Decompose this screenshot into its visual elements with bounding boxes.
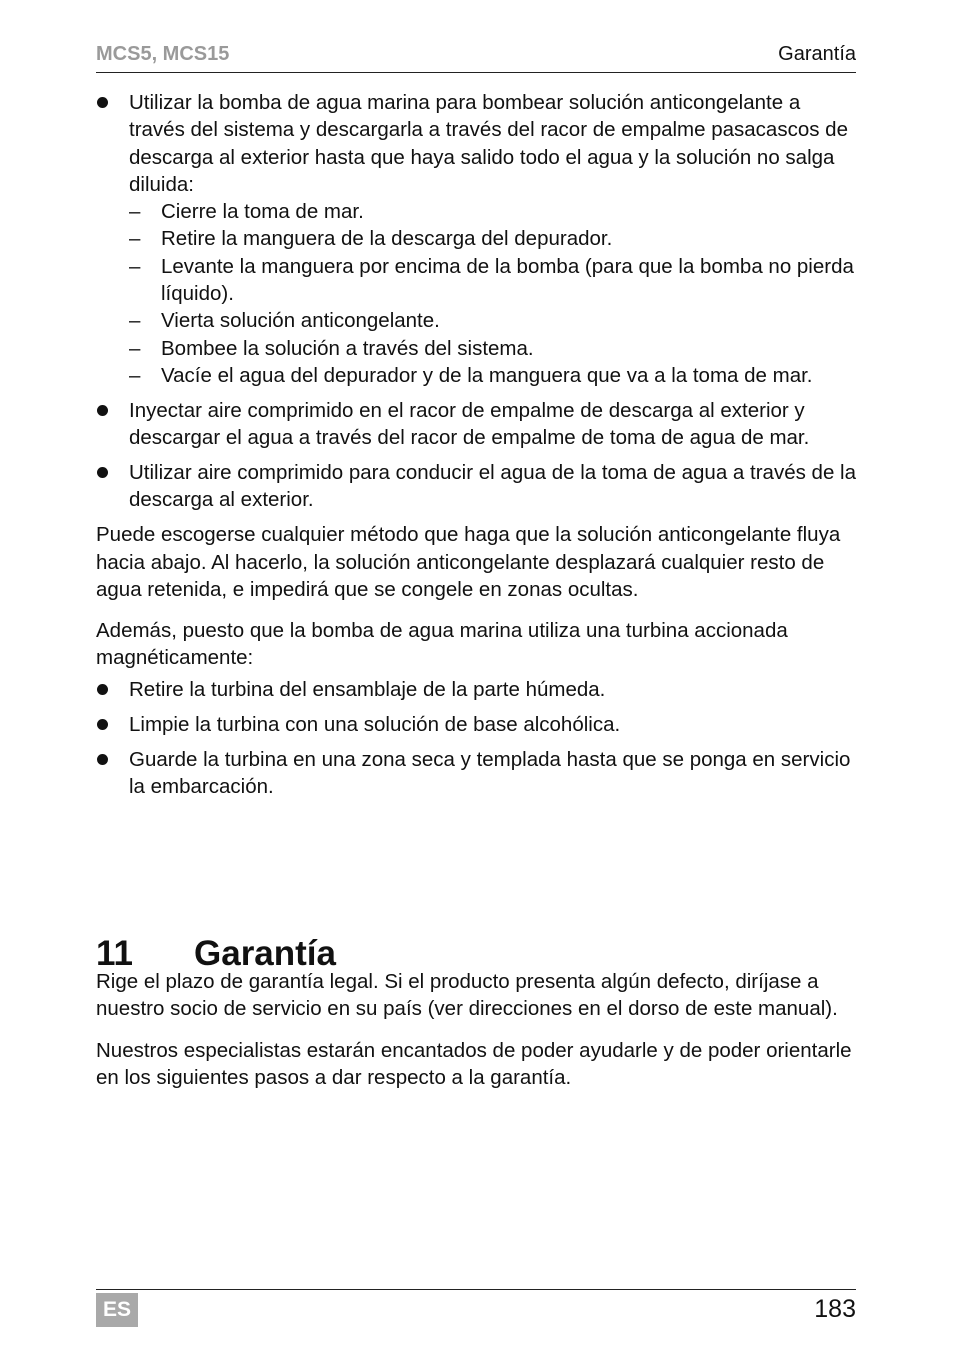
step-text: Bombee la solución a través del sistema. — [161, 336, 534, 360]
step-item — [129, 335, 856, 362]
list-item — [96, 89, 856, 389]
step-text: Vierta solución anticongelante. — [161, 309, 440, 333]
bullet-icon — [97, 719, 108, 730]
bullet-icon — [97, 97, 108, 108]
step-item — [129, 362, 856, 389]
dash-icon: – — [129, 254, 141, 278]
step-item — [129, 198, 856, 225]
step-text: Levante la manguera por encima de la bomba (para que la bomba no pierda líquido). — [161, 254, 854, 306]
bullet-icon — [97, 405, 108, 416]
step-item — [129, 225, 856, 252]
paragraph: Rige el plazo de garantía legal. Si el producto presenta algún defecto, diríjase a nuestro socio de servicio en su país (ver direcciones en el dorso de este manual). — [96, 970, 838, 1021]
step-text: Retire la manguera de la descarga del depurador. — [161, 227, 613, 251]
paragraph: Puede escogerse cualquier método que haga que la solución anticongelante fluya hacia abajo. Al hacerlo, la solución anticongelante desplazará cualquier resto de agua retenida, e impedirá que se congele en zonas ocultas. — [96, 523, 841, 602]
list-item — [96, 676, 856, 703]
language-badge: ES — [96, 1293, 138, 1327]
list-item-text: Utilizar la bomba de agua marina para bombear solución anticongelante a través del sistema y descargarla a través del racor de empalme pasacascos de descarga al exterior hasta que haya salido todo el agua y la solución no salga diluida: — [129, 91, 848, 196]
list-item-text: Inyectar aire comprimido en el racor de empalme de descarga al exterior y descargar el agua a través del racor de empalme de toma de agua de mar. — [129, 398, 810, 450]
list-item-text: Guarde la turbina en una zona seca y templada hasta que se ponga en servicio la embarcación. — [129, 748, 851, 799]
list-item — [96, 397, 856, 452]
list-item — [96, 711, 856, 738]
dash-icon: – — [129, 336, 141, 360]
dash-icon: – — [129, 227, 141, 251]
list-item-text: Retire la turbina del ensamblaje de la parte húmeda. — [129, 678, 606, 702]
list-item-text: Limpie la turbina con una solución de base alcohólica. — [129, 713, 621, 737]
dash-icon: – — [129, 309, 141, 333]
method-list — [96, 89, 856, 513]
list-item — [96, 746, 856, 801]
manual-page — [96, 0, 856, 1352]
page-footer — [96, 1289, 856, 1323]
list-item — [96, 459, 856, 514]
step-item — [129, 307, 856, 334]
main-content — [96, 89, 856, 808]
page-header — [96, 40, 856, 73]
bullet-icon — [97, 684, 108, 695]
step-item — [129, 253, 856, 308]
bullet-icon — [97, 467, 108, 478]
paragraph: Además, puesto que la bomba de agua marina utiliza una turbina accionada magnéticamente: — [96, 618, 788, 670]
dash-icon: – — [129, 200, 141, 224]
bullet-icon — [97, 754, 108, 765]
turbine-list — [96, 676, 856, 800]
step-list — [129, 198, 856, 389]
model-name: MCS5, MCS15 — [96, 43, 230, 65]
section-title: Garantía — [194, 934, 336, 974]
dash-icon: – — [129, 363, 141, 387]
page-number: 183 — [814, 1295, 856, 1323]
section-number: 11 — [96, 934, 133, 974]
paragraph: Nuestros especialistas estarán encantados de poder ayudarle y de poder orientarle en los siguientes pasos a dar respecto a la garantía. — [96, 1038, 852, 1089]
step-text: Vacíe el agua del depurador y de la manguera que va a la toma de mar. — [161, 363, 813, 387]
section-name: Garantía — [778, 43, 856, 65]
step-text: Cierre la toma de mar. — [161, 200, 364, 224]
warranty-text — [96, 968, 856, 1091]
list-item-text: Utilizar aire comprimido para conducir el agua de la toma de agua a través de la descarga al exterior. — [129, 460, 856, 512]
